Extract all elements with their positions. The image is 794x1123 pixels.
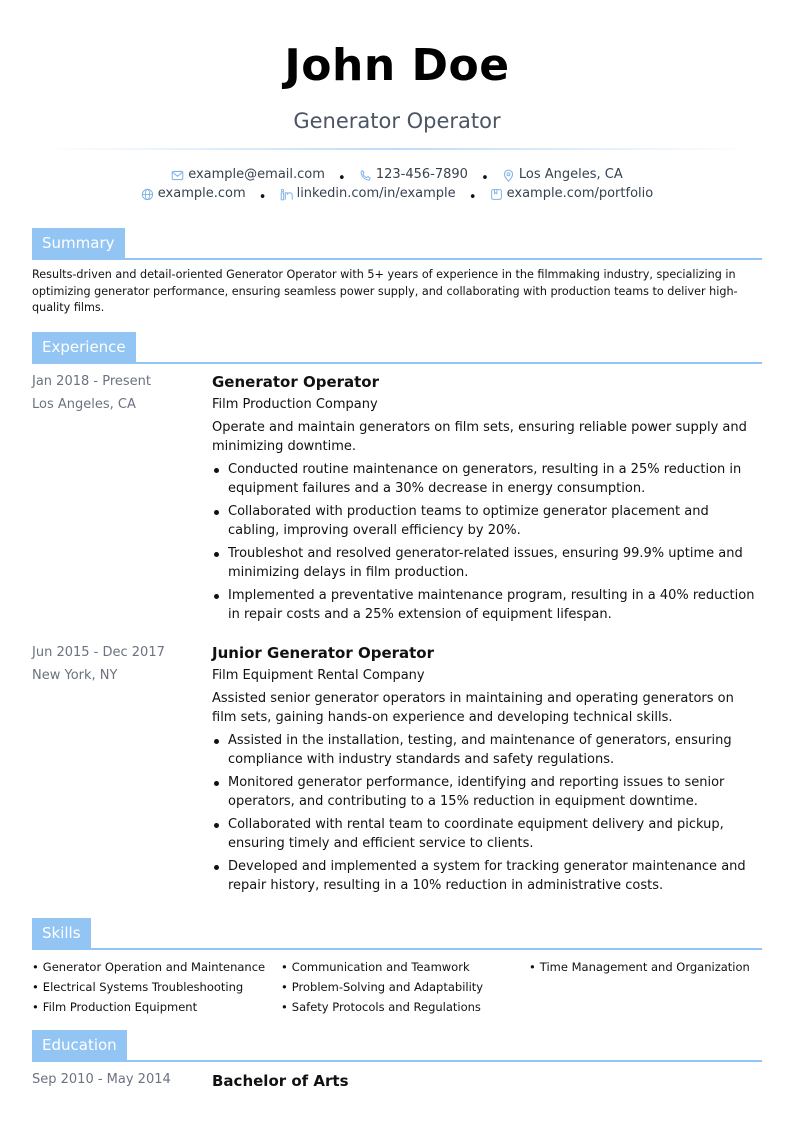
skills-section-header xyxy=(32,918,762,950)
education-section-header xyxy=(32,1030,762,1062)
portfolio-icon xyxy=(490,188,503,201)
skill-item: • Electrical Systems Troubleshooting xyxy=(32,977,265,997)
education-degree: Bachelor of Arts xyxy=(212,1072,349,1090)
job-company: Film Equipment Rental Company xyxy=(212,668,425,683)
job-bullet: Conducted routine maintenance on generators, resulting in a 25% reduction in equipment failures and a 30% decrease in energy consumption. xyxy=(212,460,757,498)
skills-column xyxy=(281,957,483,1017)
job-company: Film Production Company xyxy=(212,397,378,412)
job-bullet: Monitored generator performance, identifying and reporting issues to senior operators, and contributing to a 15% reduction in equipment downtime. xyxy=(212,773,757,811)
job-description: Assisted senior generator operators in maintaining and operating generators on film sets, gaining hands-on experience and developing technical skills. xyxy=(212,691,734,725)
contact-separator: • xyxy=(481,170,489,186)
job-bullets xyxy=(212,731,757,895)
job-dates: Jun 2015 - Dec 2017 xyxy=(32,645,165,660)
summary-section-header xyxy=(32,228,762,260)
skills-column xyxy=(32,957,265,1017)
job-bullet: Collaborated with production teams to optimize generator placement and cabling, improving overall efficiency by 20%. xyxy=(212,502,757,540)
contact-separator: • xyxy=(468,189,477,205)
skill-item: • Film Production Equipment xyxy=(32,997,265,1017)
mail-icon xyxy=(171,169,184,182)
summary-section-title: Summary xyxy=(32,228,125,258)
skill-item: • Safety Protocols and Regulations xyxy=(281,997,483,1017)
skills-section-title: Skills xyxy=(32,918,91,948)
job-bullet: Troubleshot and resolved generator-related issues, ensuring 99.9% uptime and minimizing delays in film production. xyxy=(212,544,757,582)
skill-item: • Problem-Solving and Adaptability xyxy=(281,977,483,997)
contact-phone-text: 123-456-7890 xyxy=(375,167,468,182)
contact-portfolio[interactable] xyxy=(490,185,654,203)
skill-item: • Time Management and Organization xyxy=(529,957,750,977)
globe-icon xyxy=(141,188,154,201)
contact-linkedin-text: linkedin.com/in/example xyxy=(296,186,456,201)
job-role: Junior Generator Operator xyxy=(212,644,435,662)
linkedin-icon xyxy=(280,188,293,201)
experience-section-header xyxy=(32,332,762,364)
contact-phone[interactable] xyxy=(359,166,468,184)
job-bullet: Collaborated with rental team to coordinate equipment delivery and pickup, ensuring timely and efficient service to clients. xyxy=(212,815,757,853)
job-bullet: Developed and implemented a system for tracking generator maintenance and repair history, resulting in a 10% reduction in administrative costs. xyxy=(212,857,757,895)
contact-website-text: example.com xyxy=(157,186,246,201)
job-details xyxy=(212,373,757,628)
skill-item: • Communication and Teamwork xyxy=(281,957,483,977)
job-bullet: Implemented a preventative maintenance program, resulting in a 40% reduction in repair costs and a 25% extension of equipment lifespan. xyxy=(212,586,757,624)
resume-header xyxy=(0,36,794,135)
contact-email[interactable] xyxy=(171,166,325,184)
contact-line-2 xyxy=(0,185,794,207)
job-bullet: Assisted in the installation, testing, and maintenance of generators, ensuring compliance with industry standards and safety regulations. xyxy=(212,731,757,769)
candidate-title: Generator Operator xyxy=(293,109,501,133)
skill-item: • Generator Operation and Maintenance xyxy=(32,957,265,977)
job-details xyxy=(212,644,757,899)
education-section-title: Education xyxy=(32,1030,127,1060)
header-divider xyxy=(40,148,754,150)
contact-separator: • xyxy=(258,189,267,205)
contact-website[interactable] xyxy=(141,185,246,203)
job-role: Generator Operator xyxy=(212,373,380,391)
summary-text: Results-driven and detail-oriented Generator Operator with 5+ years of experience in the filmmaking industry, specializing in optimizing generator performance, ensuring seamless power supply, and collaborating with production teams to deliver high-quality films. xyxy=(32,268,738,314)
job-dates: Jan 2018 - Present xyxy=(32,374,151,389)
education-dates: Sep 2010 - May 2014 xyxy=(32,1072,171,1087)
candidate-name: John Doe xyxy=(284,40,510,91)
contact-separator: • xyxy=(338,170,346,186)
skills-column xyxy=(529,957,750,977)
job-bullets xyxy=(212,460,757,624)
job-location: Los Angeles, CA xyxy=(32,397,136,412)
location-pin-icon xyxy=(502,169,515,182)
contact-location-text: Los Angeles, CA xyxy=(518,167,623,182)
contact-linkedin[interactable] xyxy=(280,185,456,203)
contact-email-text: example@email.com xyxy=(188,167,325,182)
contact-location xyxy=(502,166,623,184)
phone-icon xyxy=(359,169,372,182)
contact-portfolio-text: example.com/portfolio xyxy=(506,186,654,201)
job-location: New York, NY xyxy=(32,668,118,683)
experience-section-title: Experience xyxy=(32,332,136,362)
job-description: Operate and maintain generators on film sets, ensuring reliable power supply and minimizing downtime. xyxy=(212,420,747,454)
